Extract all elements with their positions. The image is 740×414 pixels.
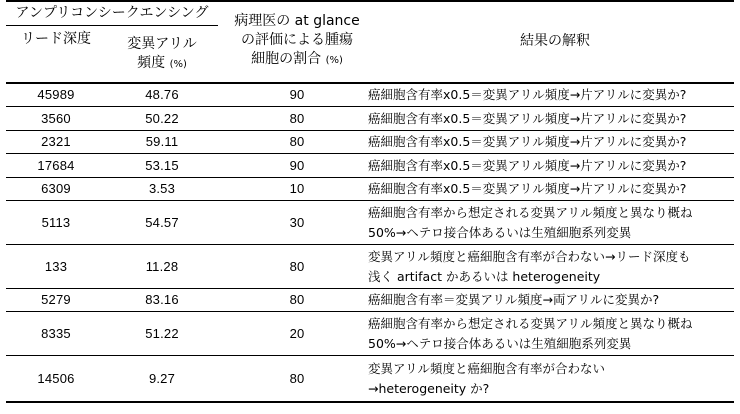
cell-variant-allele-frequency: 11.28 — [145, 258, 179, 274]
cell-interpretation — [368, 356, 734, 401]
header-vaf-line1: 変異アリル — [127, 35, 197, 52]
cell-variant-allele-frequency: 48.76 — [145, 87, 179, 102]
interpretation-line: 変異アリル頻度と癌細胞含有率が合わない — [368, 360, 606, 376]
cell-tumor-cell-ratio: 10 — [289, 181, 305, 196]
header-vaf-line2: 頻度 (%) — [137, 54, 187, 71]
cell-interpretation — [368, 312, 734, 355]
header-tumor-line3: 細胞の割合 (%) — [251, 51, 343, 67]
interpretation-line: 癌細胞含有率＝変異アリル頻度→両アリルに変異か? — [368, 292, 660, 307]
interpretation-line: →heterogeneity か? — [368, 380, 490, 396]
header-group-rule — [6, 25, 218, 26]
cell-variant-allele-frequency: 9.27 — [148, 370, 176, 386]
interpretation-line: 癌細胞含有率x0.5＝変異アリル頻度→片アリルに変異か? — [368, 157, 687, 173]
cell-tumor-cell-ratio: 90 — [289, 87, 305, 102]
cell-variant-allele-frequency: 51.22 — [145, 325, 179, 341]
cell-variant-allele-frequency: 59.11 — [145, 134, 179, 149]
cell-read-depth: 14506 — [37, 370, 75, 386]
cell-read-depth: 2321 — [41, 134, 71, 149]
cell-tumor-cell-ratio: 90 — [289, 157, 305, 173]
cell-variant-allele-frequency: 83.16 — [145, 292, 179, 307]
interpretation-line: 50%→ヘテロ接合体あるいは生殖細胞系列変異 — [368, 335, 632, 351]
cell-tumor-cell-ratio: 80 — [289, 258, 305, 274]
header-tumor-line2: の評価による腫瘍 — [241, 32, 353, 48]
cell-interpretation — [368, 201, 734, 244]
cell-interpretation — [368, 154, 734, 177]
cell-tumor-cell-ratio: 80 — [289, 110, 305, 126]
cell-interpretation — [368, 245, 734, 288]
cell-read-depth: 8335 — [41, 325, 71, 341]
interpretation-line: 癌細胞含有率x0.5＝変異アリル頻度→片アリルに変異か? — [368, 110, 687, 126]
cell-read-depth: 17684 — [37, 157, 75, 173]
interpretation-line: 癌細胞含有率x0.5＝変異アリル頻度→片アリルに変異か? — [368, 134, 687, 149]
cell-tumor-cell-ratio: 80 — [289, 370, 305, 386]
header-variant-allele-frequency — [106, 27, 218, 81]
cell-read-depth: 133 — [44, 258, 68, 274]
cell-interpretation — [368, 289, 734, 311]
results-table — [6, 0, 734, 412]
cell-read-depth: 5279 — [41, 292, 71, 307]
cell-variant-allele-frequency: 3.53 — [148, 181, 176, 196]
cell-interpretation — [368, 178, 734, 200]
cell-read-depth: 45989 — [37, 87, 75, 102]
header-tumor-line1: 病理医の at glance — [234, 13, 360, 29]
cell-interpretation — [368, 84, 734, 106]
cell-tumor-cell-ratio: 30 — [289, 214, 305, 230]
cell-interpretation — [368, 107, 734, 130]
row-rule — [6, 401, 734, 403]
cell-read-depth: 6309 — [41, 181, 71, 196]
interpretation-line: 50%→ヘテロ接合体あるいは生殖細胞系列変異 — [368, 224, 632, 240]
interpretation-line: 変異アリル頻度と癌細胞含有率が合わない→リード深度も — [368, 248, 691, 264]
header-tumor-cell-ratio — [218, 1, 376, 81]
cell-tumor-cell-ratio: 80 — [289, 292, 305, 307]
cell-variant-allele-frequency: 53.15 — [145, 157, 179, 173]
interpretation-line: 癌細胞含有率x0.5＝変異アリル頻度→片アリルに変異か? — [368, 87, 687, 102]
header-read-depth: リード深度 — [21, 30, 91, 47]
interpretation-line: 癌細胞含有率から想定される変異アリル頻度と異なり概ね — [368, 204, 693, 220]
header-amplicon-sequencing: アンプリコンシークエンシング — [15, 4, 209, 21]
cell-tumor-cell-ratio: 20 — [289, 325, 305, 341]
header-interpretation: 結果の解釈 — [520, 32, 590, 49]
cell-read-depth: 5113 — [41, 214, 71, 230]
interpretation-line: 浅く artifact かあるいは heterogeneity — [368, 268, 601, 284]
interpretation-line: 癌細胞含有率x0.5＝変異アリル頻度→片アリルに変異か? — [368, 181, 687, 196]
cell-read-depth: 3560 — [41, 110, 71, 126]
cell-interpretation — [368, 131, 734, 153]
cell-variant-allele-frequency: 54.57 — [145, 214, 179, 230]
cell-tumor-cell-ratio: 80 — [289, 134, 305, 149]
cell-variant-allele-frequency: 50.22 — [145, 110, 179, 126]
interpretation-line: 癌細胞含有率から想定される変異アリル頻度と異なり概ね — [368, 315, 693, 331]
